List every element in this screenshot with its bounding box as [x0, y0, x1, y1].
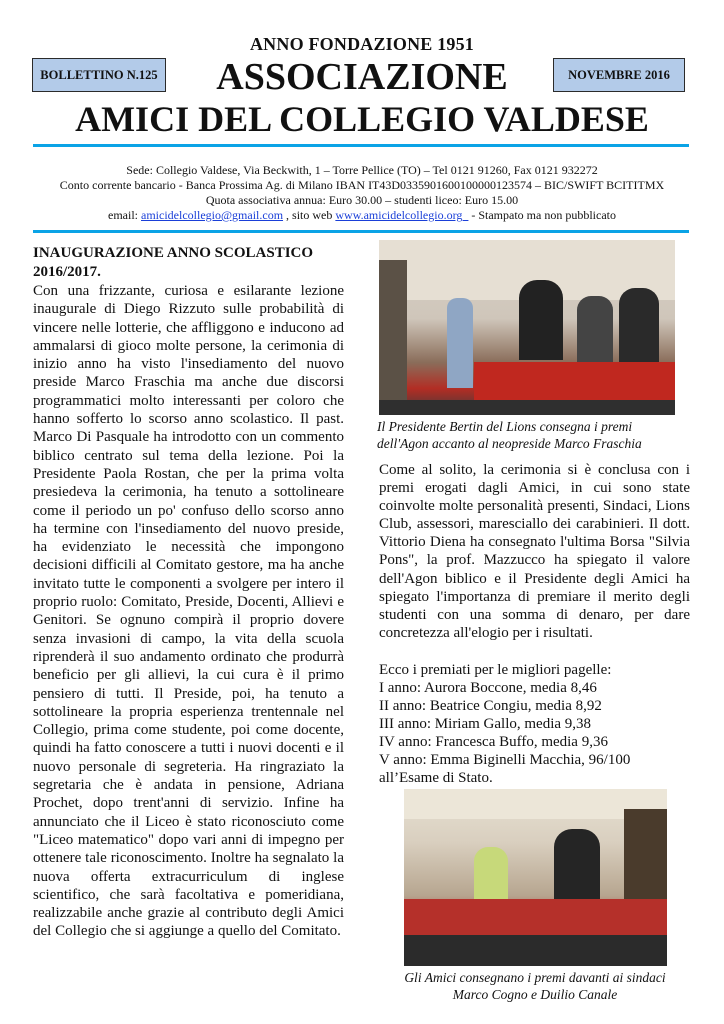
bank-account-line: Conto corrente bancario - Banca Prossima Ag. di Milano IBAN IT43D0335901600100000123574 – BIC/SWIFT BCITITMX	[59, 178, 665, 192]
prize-item: I anno: Aurora Boccone, media 8,46	[379, 680, 597, 696]
masthead-title-line2: AMICI DEL COLLEGIO VALDESE	[75, 99, 649, 139]
bulletin-number-badge: BOLLETTINO N.125	[32, 58, 166, 92]
prize-item: all’Esame di Stato.	[379, 770, 493, 786]
founding-year: ANNO FONDAZIONE 1951	[249, 34, 474, 54]
ceremony-photo-prizes	[404, 789, 667, 966]
issue-date-badge: NOVEMBRE 2016	[553, 58, 685, 92]
article-title: INAUGURAZIONE ANNO SCOLASTICO 2016/2017.	[33, 245, 314, 280]
prize-item: III anno: Miriam Gallo, media 9,38	[379, 716, 592, 732]
prize-item: II anno: Beatrice Congiu, media 8,92	[379, 698, 602, 714]
email-label: email:	[108, 208, 142, 222]
membership-fee-line: Quota associativa annua: Euro 30.00 – studenti liceo: Euro 15.00	[205, 193, 519, 207]
address-line: Sede: Collegio Valdese, Via Beckwith, 1 – Torre Pellice (TO) – Tel 0121 91260, Fax 0121 932272	[126, 163, 598, 177]
website-link[interactable]: www.amicidelcollegio.org_	[335, 208, 469, 222]
header-divider-bottom	[33, 230, 689, 233]
site-label: , sito web	[283, 208, 336, 222]
masthead-title-line1: ASSOCIAZIONE	[216, 56, 508, 98]
header-divider-top	[33, 144, 689, 147]
print-note: - Stampato ma non pubblicato	[468, 208, 616, 222]
prizes-intro: Ecco i premiati per le migliori pagelle:	[379, 662, 612, 678]
ceremony-photo-lions	[379, 240, 675, 415]
ceremony-conclusion-text: Come al solito, la cerimonia si è conclusa con i premi erogati dagli Amici, in cui sono state coinvolte molte personalità presenti, Sindaci, Lions Club, assessori, maresciallo dei carabinieri. Il dott. Vittorio Diena ha consegnato l'ultima Borsa "Silvia Pons", la prof. Mazzucco ha spiegato il valore dell'Agon biblico e il Presidente degli Amici ha spiegato l'importanza di premiare il merito degli studenti con una somma di denaro, per dare concretezza all'elogio per i risultati.	[379, 462, 690, 641]
photo-caption-lions: Il Presidente Bertin del Lions consegna i premi dell'Agon accanto al neopreside Marco Fraschia	[377, 419, 642, 451]
prize-item: IV anno: Francesca Buffo, media 9,36	[379, 734, 608, 750]
email-link[interactable]: amicidelcollegio@gmail.com	[141, 208, 284, 222]
prize-item: V anno: Emma Biginelli Macchia, 96/100	[379, 752, 631, 768]
contact-line	[20, 208, 704, 223]
photo-caption-prizes: Gli Amici consegnano i premi davanti ai sindaci Marco Cogno e Duilio Canale	[404, 970, 666, 1002]
article-body: Con una frizzante, curiosa e esilarante lezione inaugurale di Diego Rizzuto sulle probabilità di vincere nelle lotterie, che affliggono e inducono ad ammalarsi di gioco molte persone, la cerimonia di inizio anno ha visto l'insediamento del nuovo preside Marco Fraschia ma anche due discorsi programmatici molto interessanti per coloro che hanno sofferto lo scorso anno scolastico. Il past. Marco Di Pasquale ha introdotto con un commento biblico centrato sul tema della lezione. Poi la Presidente Paola Rostan, che per la prima volta presiedeva la cerimonia, ha tenuto a sottolineare come il periodo un po' confuso dello scorso anno ha termine con l'insediamento del nuovo preside, ha evidenziato le necessità che impongono decisioni difficili al Comitato gestore, ma ha anche invitato tutte le componenti a svolgere per intero il proprio ruolo: Comitato, Preside, Docenti, Allievi e Genitori. Se ognuno compirà il proprio dovere senza invasioni di campo, la vita della scuola riprenderà il suo andamento ordinato che produrrà beneficio per gli allievi, la cui cura è il primo pensiero di tutti. Il Preside, poi, ha tenuto a sottolineare la propria esperienza trentennale nel Collegio, prima come studente, poi come docente, quindi ha fatto conoscere a tutti i nuovi docenti e il nuovo personale di segreteria. Ha ringraziato la segretaria che è andata in pensione, Adriana Prochet, dopo trent'anni di servizio. Infine ha annunciato che il Liceo è stato riconosciuto come "Liceo matematico" dopo vari anni di impegno per ottenere tale riconoscimento. Inoltre ha segnalato la nuova offerta extracurriculum di inglese scientifico, che sarà facoltativa e pomeridiana, realizzabile anche grazie al contributo degli Amici del Collegio che si aggiunge a quello del Comitato.	[33, 283, 344, 940]
